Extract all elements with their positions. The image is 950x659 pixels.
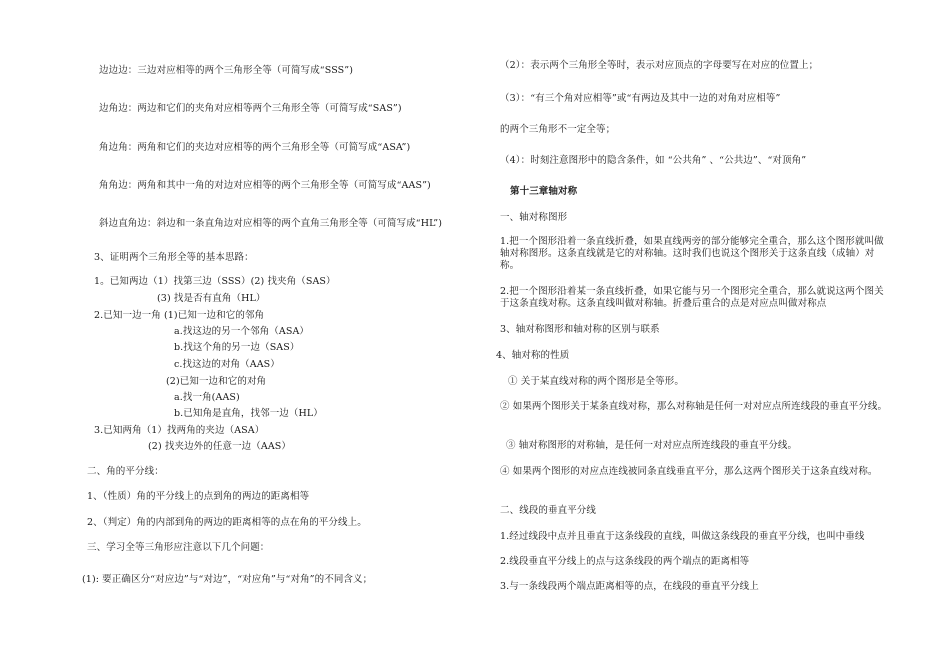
axial-difference: 3、轴对称图形和轴对称的区别与联系: [500, 324, 660, 335]
section-axial-properties: 4、轴对称的性质: [496, 350, 570, 361]
rule-sas: 边角边：两边和它们的夹角对应相等两个三角形全等（可简写成“SAS”): [99, 103, 402, 114]
section-proof-ideas: 3、证明两个三角形全等的基本思路：: [94, 252, 254, 263]
note-3-continued: 的两个三角形不一定全等；: [500, 124, 616, 135]
proof-opposite-a: a.找一角(AAS): [174, 392, 240, 403]
perp-property: 2.线段垂直平分线上的点与这条线段的两个端点的距离相等: [500, 556, 750, 567]
perp-definition: 1.经过线段中点并且垂直于这条线段的直线，叫做这条线段的垂直平分线，也叫中垂线: [500, 531, 865, 542]
proof-opposite-b: b.已知角是直角，找邻一边（HL）: [174, 408, 323, 419]
proof-side-angle-b: b.找这个角的另一边（SAS）: [174, 342, 300, 353]
bisector-criterion: 2、（判定）角的内部到角的两边的距离相等的点在角的平分线上。: [87, 517, 367, 528]
rule-hl: 斜边直角边：斜边和一条直角边对应相等的两个直角三角形全等（可简写成“HL”): [99, 218, 443, 229]
chapter-title: 第十三章轴对称: [510, 186, 578, 197]
proof-two-angles: 3.已知两角（1）找两角的夹边（ASA）: [94, 425, 265, 436]
section-axial-figure: 一、轴对称图形: [500, 212, 568, 223]
proof-side-opposite-angle: (2)已知一边和它的对角: [166, 376, 267, 387]
section-notes: 三、学习全等三角形应注意以下几个问题：: [87, 542, 270, 553]
proof-two-sides: 1。已知两边（1）找第三边（SSS）(2) 找夹角（SAS）: [94, 276, 336, 287]
property-4: ④ 如果两个图形的对应点连线被同条直线垂直平分，那么这两个图形关于这条直线对称。: [500, 466, 878, 477]
rule-aas: 角角边：两角和其中一角的对边对应相等的两个三角形全等（可简写成“AAS”): [99, 180, 431, 191]
note-4: （4）：时刻注意图形中的隐含条件，如 “公共角” 、“公共边”、“对顶角”: [500, 155, 807, 166]
bisector-property: 1、（性质）角的平分线上的点到角的两边的距离相等: [87, 491, 310, 502]
proof-two-angles-2: (2) 找夹边外的任意一边（AAS）: [148, 441, 292, 452]
note-1: (1): 要正确区分“对应边”与“对边”，“对应角”与“对角”的不同含义；: [82, 574, 373, 585]
property-2: ② 如果两个图形关于某条直线对称，那么对称轴是任何一对对应点所连线段的垂直平分线。: [500, 401, 888, 412]
note-3: （3）：“有三个角对应相等”或“有两边及其中一边的对角对应相等”: [500, 93, 781, 104]
section-angle-bisector: 二、角的平分线：: [87, 466, 164, 477]
axial-definition-1: 1.把一个图形沿着一条直线折叠，如果直线两旁的部分能够完全重合，那么这个图形就叫做轴对称图形。这条直线就是它的对称轴。这时我们也说这个图形关于这条直线（成轴）对称。: [500, 236, 884, 271]
note-2: （2）：表示两个三角形全等时，表示对应顶点的字母要写在对应的位置上；: [500, 60, 819, 71]
rule-sss: 边边边：三边对应相等的两个三角形全等（可简写成“SSS”): [99, 65, 354, 76]
proof-side-angle-c: c.找这边的对角（AAS）: [174, 359, 280, 370]
property-1: ① 关于某直线对称的两个图形是全等形。: [508, 376, 684, 387]
proof-side-angle: 2.已知一边一角 (1)已知一边和它的邻角: [94, 310, 265, 321]
axial-definition-2: 2.把一个图形沿着某一条直线折叠，如果它能与另一个图形完全重合，那么就说这两个图关于这条直线对称。这条直线叫做对称轴。折叠后重合的点是对应点叫做对称点: [500, 286, 884, 309]
proof-side-angle-a: a.找这边的另一个邻角（ASA）: [174, 326, 310, 337]
property-3: ③ 轴对称图形的对称轴，是任何一对对应点所连线段的垂直平分线。: [506, 440, 798, 451]
rule-asa: 角边角：两角和它们的夹边对应相等的两个三角形全等（可简写成“ASA”): [99, 142, 411, 153]
proof-two-sides-3: (3) 找是否有直角（HL）: [157, 293, 266, 304]
section-perpendicular-bisector: 二、线段的垂直平分线: [500, 505, 597, 516]
perp-criterion: 3.与一条线段两个端点距离相等的点，在线段的垂直平分线上: [500, 581, 759, 592]
